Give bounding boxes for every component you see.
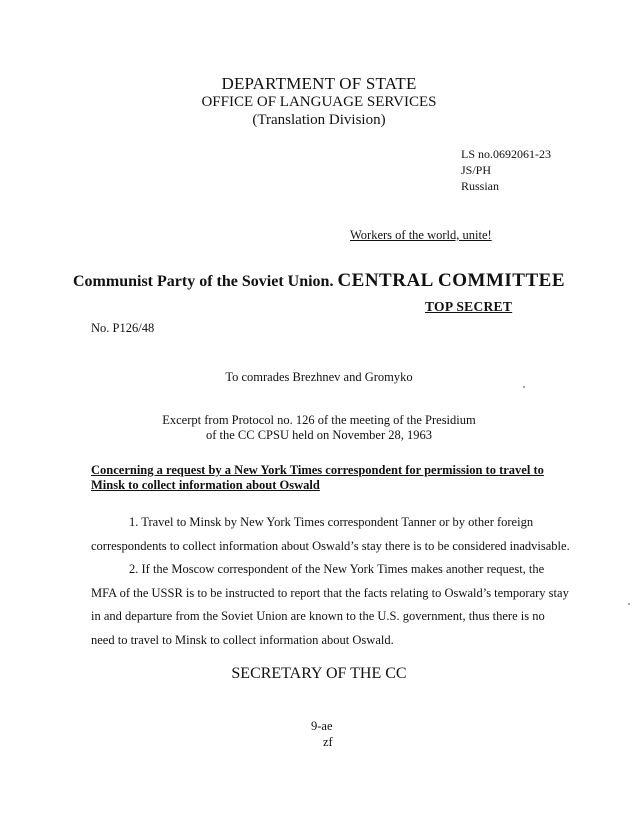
excerpt-line-2: of the CC CPSU held on November 28, 1963 [205,428,433,442]
office-title: OFFICE OF LANGUAGE SERVICES [201,94,437,110]
party-heading [0,270,638,292]
central-committee: CENTRAL COMMITTEE [337,270,565,291]
excerpt-line-1: Excerpt from Protocol no. 126 of the meeting of the Presidium [162,413,476,427]
document-number: No. P126/48 [91,321,155,335]
translator-initials: JS/PH [461,163,492,177]
footer-code-1: 9-ae [311,719,333,733]
source-language: Russian [461,179,500,193]
motto: Workers of the world, unite! [350,228,492,242]
paragraph-1: 1. Travel to Minsk by New York Times correspondent Tanner or by other foreign correspondents to collect information about Oswald’s stay there is to be considered inadvisable. [91,515,570,553]
division-title: (Translation Division) [252,112,386,128]
party-name: Communist Party of the Soviet Union. [73,273,334,290]
signature-line: SECRETARY OF THE CC [231,665,407,682]
scan-speck [523,386,525,388]
classification-stamp: TOP SECRET [425,299,513,314]
subject-line: Concerning a request by a New York Times correspondent for permission to travel to Minsk to collect information about Oswald [91,463,544,492]
translation-meta [461,146,551,194]
addressees: To comrades Brezhnev and Gromyko [225,370,413,384]
ls-number: LS no.0692061-23 [461,147,551,161]
footer-code-2: zf [323,735,333,749]
resolution-body [91,511,571,652]
department-title: DEPARTMENT OF STATE [221,74,417,93]
scan-speck [628,603,630,605]
paragraph-2: 2. If the Moscow correspondent of the New York Times makes another request, the MFA of the USSR is to be instructed to report that the facts relating to Oswald’s temporary stay in and departure from the Soviet Union are known to the U.S. government, thus there is no need to travel to Minsk to collect information about Oswald. [91,562,569,647]
